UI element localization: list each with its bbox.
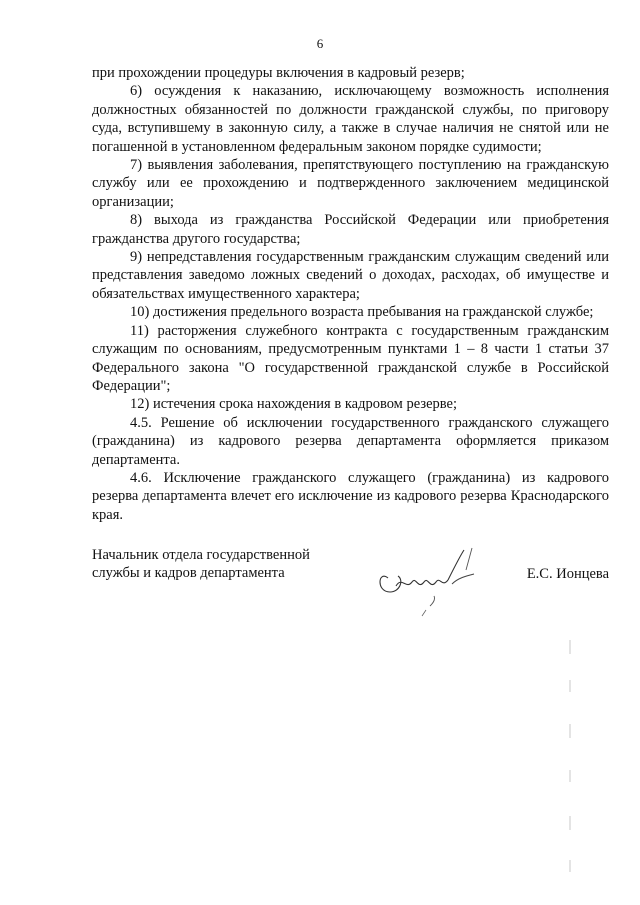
- paragraph-4-6: 4.6. Исключение гражданского служащего (гражданина) из кадрового резерва департамента влечет его исключение из кадрового резерва Краснодарского края.: [92, 469, 609, 523]
- paragraph-item-8: 8) выхода из гражданства Российской Федерации или приобретения гражданства другого государства;: [92, 212, 609, 247]
- paragraph-item-11: 11) расторжения служебного контракта с государственным гражданским служащим по основаниям, предусмотренным пунктами 1 – 8 части 1 статьи 37 Федерального закона "О государственной гражданской службе в Российской Федерации";: [92, 322, 609, 394]
- signatory-title: [92, 546, 352, 583]
- paragraph-4-5: 4.5. Решение об исключении государственного гражданского служащего (гражданина) из кадрового резерва департамента оформляется приказом департамента.: [92, 414, 609, 468]
- scan-margin-marks: [566, 640, 574, 880]
- paragraph-item-7: 7) выявления заболевания, препятствующего поступлению на гражданскую службу или ее прохождению и подтвержденного заключением медицинской организации;: [92, 157, 609, 210]
- signatory-title-line-1: Начальник отдела государственной: [92, 547, 310, 563]
- paragraph-item-9: 9) непредставления государственным гражданским служащим сведений или представления заведомо ложных сведений о доходах, расходах, об имуществе и обязательствах имущественного характера;: [92, 249, 609, 302]
- page-number: 6: [316, 36, 324, 51]
- signatory-title-line-2: службы и кадров департамента: [92, 565, 285, 582]
- handwritten-signature-icon: [370, 540, 490, 620]
- signatory-name: Е.С. Ионцева: [526, 566, 609, 582]
- paragraph-continuation: при прохождении процедуры включения в кадровый резерв;: [92, 65, 465, 81]
- signature-block: [92, 546, 609, 626]
- paragraph-item-12: 12) истечения срока нахождения в кадровом резерве;: [130, 396, 457, 413]
- document-body: [92, 64, 609, 524]
- paragraph-item-6: 6) осуждения к наказанию, исключающему возможность исполнения должностных обязанностей по должности гражданской службы, по приговору суда, вступившему в законную силу, а также в случае наличия не снятой или не погашенной в установленном федеральным законом порядке судимости;: [92, 83, 609, 155]
- paragraph-item-10: 10) достижения предельного возраста пребывания на гражданской службе;: [130, 304, 594, 321]
